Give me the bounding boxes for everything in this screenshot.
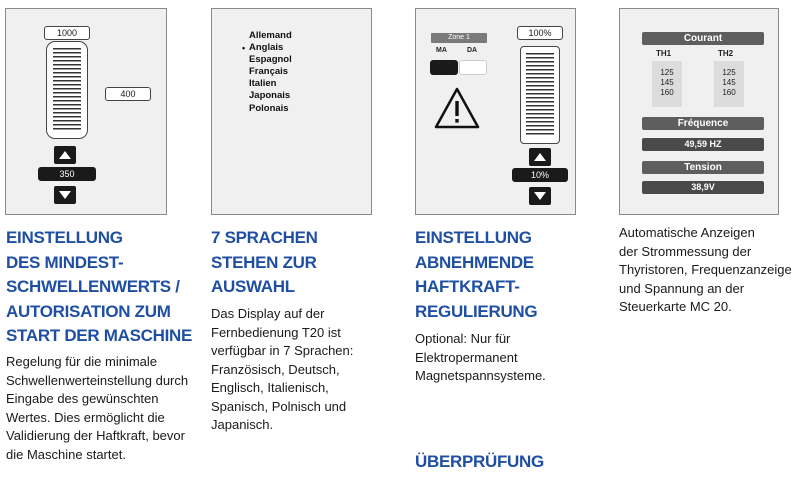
slider-scale — [53, 48, 81, 132]
language-list — [242, 30, 292, 115]
ma-label: MA — [436, 47, 447, 54]
measurement-panel — [619, 8, 779, 215]
force-slider-scale — [526, 53, 554, 137]
section3-body: Optional: Nur für Elektropermanent Magnetspannsysteme. — [415, 331, 546, 383]
side-value: 400 — [120, 89, 136, 99]
section3-heading2: ÜBERPRÜFUNG — [415, 452, 544, 471]
language-item[interactable]: Italien — [249, 78, 277, 90]
arrow-down-icon — [534, 192, 546, 200]
section3-heading: EINSTELLUNG ABNEHMENDE HAFTKRAFT- REGULIERUNG — [415, 228, 538, 321]
section1-heading: EINSTELLUNG DES MINDEST- SCHWELLENWERTS / AUTORISATION ZUM START DER MASCHINE — [6, 228, 193, 345]
force-regulation-panel — [415, 8, 576, 215]
bottom-value: 350 — [59, 169, 75, 179]
top-percent: 100% — [528, 28, 552, 38]
top-percent-box — [517, 26, 563, 40]
th2-label: TH2 — [718, 49, 734, 58]
side-value-box — [105, 87, 151, 101]
arrow-up-icon — [59, 151, 71, 159]
down-arrow-button[interactable] — [529, 187, 551, 205]
arrow-up-icon — [534, 153, 546, 161]
threshold-display-panel — [5, 8, 167, 215]
up-arrow-button[interactable] — [54, 146, 76, 164]
current-header: Courant — [642, 32, 764, 45]
language-item[interactable]: Espagnol — [249, 54, 292, 66]
top-value: 1000 — [56, 28, 78, 38]
th1-values: 125 145 160 — [652, 61, 682, 107]
selected-bullet-icon: • — [242, 43, 246, 54]
th1-label: TH1 — [656, 49, 672, 58]
voltage-value: 38,9V — [642, 181, 764, 194]
th2-values: 125 145 160 — [714, 61, 744, 107]
da-toggle[interactable] — [459, 60, 487, 75]
bottom-percent-box — [512, 168, 568, 182]
section2-body: Das Display auf der Fernbedienung T20 ist verfügbar in 7 Sprachen: Französisch, Deutsch, Englisch, Italienisch, Spanisch, Polnisch und Japanisch. — [211, 306, 354, 432]
warning-icon — [434, 87, 480, 129]
language-display-panel — [211, 8, 372, 215]
language-item[interactable]: Français — [249, 66, 289, 78]
bottom-percent: 10% — [530, 170, 549, 180]
ma-toggle[interactable] — [430, 60, 458, 75]
zone-label: Zone 1 — [431, 33, 487, 43]
language-item[interactable]: Polonais — [249, 102, 289, 114]
section2-heading: 7 SPRACHEN STEHEN ZUR AUSWAHL — [211, 228, 318, 296]
force-slider[interactable] — [520, 46, 560, 144]
voltage-header: Tension — [642, 161, 764, 174]
da-label: DA — [467, 47, 478, 54]
language-item[interactable]: Allemand — [249, 30, 292, 41]
top-value-box — [44, 26, 90, 40]
language-item[interactable]: Japonais — [249, 90, 291, 102]
up-arrow-button[interactable] — [529, 148, 551, 166]
bottom-value-box — [38, 167, 96, 181]
section1-body: Regelung für die minimale Schwellenwerteinstellung durch Eingabe des gewünschten Wertes. Dies ermöglicht die Validierung der Haftkraft, bevor die Maschine startet. — [6, 354, 189, 462]
language-item-selected[interactable]: • Anglais — [242, 42, 284, 54]
arrow-down-icon — [59, 191, 71, 199]
threshold-slider[interactable] — [46, 41, 88, 139]
down-arrow-button[interactable] — [54, 186, 76, 204]
section4-body: Automatische Anzeigen der Strommessung der Thyristoren, Frequenzanzeige und Spannung an der Steuerkarte MC 20. — [619, 225, 792, 314]
frequency-value: 49,59 HZ — [642, 138, 764, 151]
frequency-header: Fréquence — [642, 117, 764, 130]
